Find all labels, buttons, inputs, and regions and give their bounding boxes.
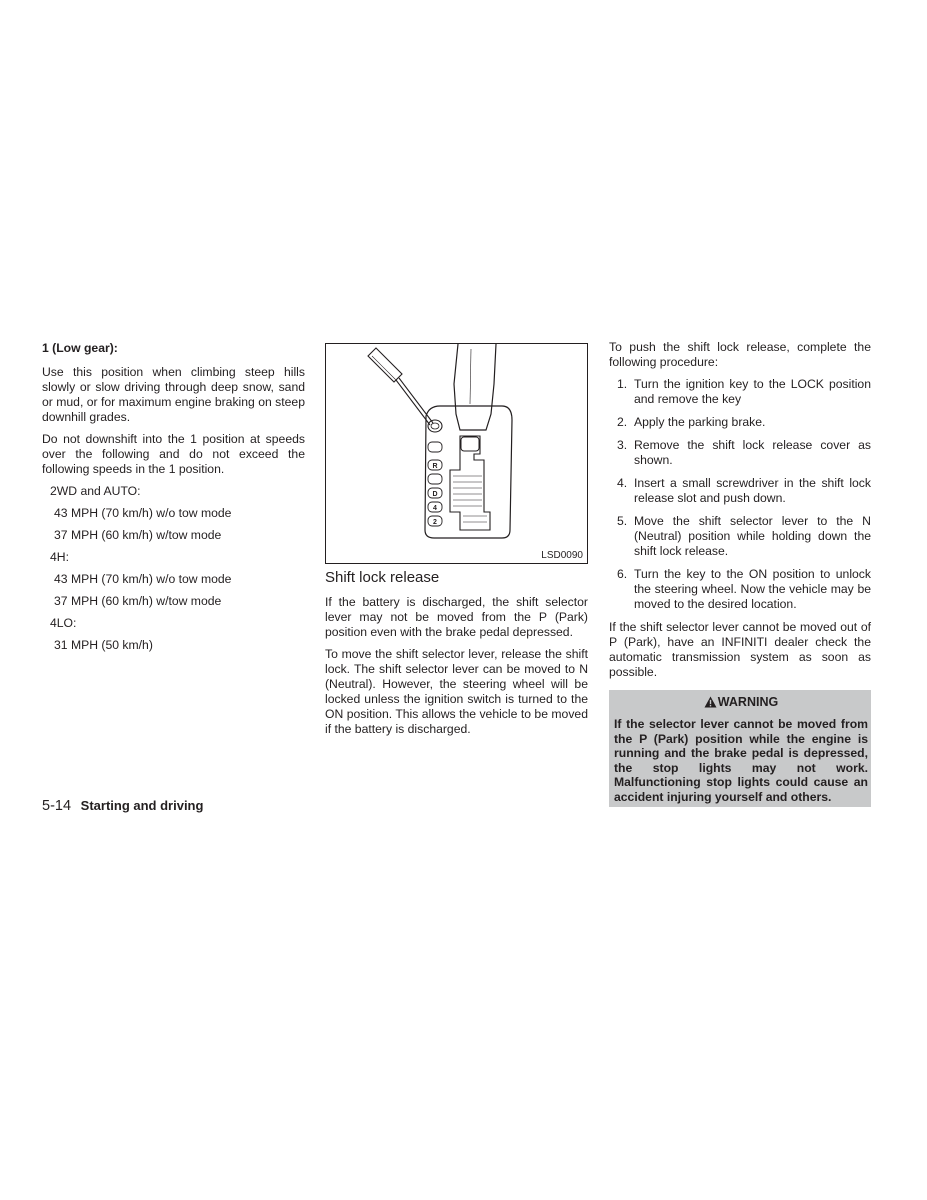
list-item: 5. Move the shift selector lever to the N (Neutral) position while holding down the shift lock release.: [617, 514, 871, 558]
speed-limit-line: 43 MPH (70 km/h) w/o tow mode: [54, 506, 232, 520]
screwdriver-handle: [368, 348, 402, 382]
gear-label-d: D: [432, 491, 438, 498]
gear-label-r: R: [432, 463, 438, 470]
gear-position-indicators: [428, 442, 442, 526]
left-column: [42, 340, 305, 660]
warning-title: WARNING: [717, 695, 779, 709]
speed-limit-line: 43 MPH (70 km/h) w/o tow mode: [54, 572, 232, 586]
list-item: 1. Turn the ignition key to the LOCK position and remove the key: [617, 377, 871, 406]
gear-label-2: 2: [433, 519, 437, 526]
page-number: 5-14: [42, 798, 72, 814]
middle-column: [325, 340, 588, 744]
procedure-steps: [609, 377, 871, 612]
low-gear-heading: 1 (Low gear):: [42, 341, 118, 355]
warning-triangle-icon: [704, 696, 717, 708]
shift-lock-paragraph-1: If the battery is discharged, the shift selector lever may not be moved from the P (Park) position even with the brake pedal depressed.: [325, 595, 588, 639]
speed-limit-line: 31 MPH (50 km/h): [54, 638, 153, 652]
warning-header: [614, 694, 868, 710]
shift-lock-paragraph-2: To move the shift selector lever, release the shift lock. The shift selector lever can be moved to N (Neutral). However, the steering wheel will be locked unless the ignition switch is turned to the ON position. This allows the vehicle to be moved if the battery is discharged.: [325, 647, 588, 736]
list-item: 6. Turn the key to the ON position to unlock the steering wheel. Now the vehicle may be moved to the desired location.: [617, 567, 871, 611]
low-gear-paragraph-1: Use this position when climbing steep hills slowly or slow driving through deep snow, sand or mud, or for maximum engine braking on steep downhill grades.: [42, 365, 305, 424]
lever-base: [461, 437, 479, 451]
warning-box: [609, 690, 871, 807]
speed-limit-line: 37 MPH (60 km/h) w/tow mode: [54, 594, 222, 608]
mode-label-2wd-auto: 2WD and AUTO:: [50, 484, 141, 498]
section-title: Shift lock release: [325, 569, 440, 586]
mode-label-4h: 4H:: [50, 550, 69, 564]
low-gear-paragraph-2: Do not downshift into the 1 position at speeds over the following and do not exceed the following speeds in the 1 position.: [42, 432, 305, 476]
shift-lever-highlight: [470, 349, 471, 404]
procedure-intro: To push the shift lock release, complete the following procedure:: [609, 340, 871, 369]
shift-lock-release-slot: [428, 420, 442, 432]
list-item: 4. Insert a small screwdriver in the shift lock release slot and push down.: [617, 476, 871, 505]
page-footer: [42, 797, 203, 815]
dealer-check-paragraph: If the shift selector lever cannot be moved out of P (Park), have an INFINITI dealer check the automatic transmission system as soon as possible.: [609, 620, 871, 679]
list-item: 3. Remove the shift lock release cover as shown.: [617, 438, 871, 467]
mode-label-4lo: 4LO:: [50, 616, 77, 630]
chapter-title: Starting and driving: [80, 798, 204, 813]
gear-label-4: 4: [433, 505, 437, 512]
right-column: [609, 340, 871, 807]
figure-code: LSD0090: [541, 550, 583, 561]
list-item: 2. Apply the parking brake.: [617, 415, 766, 429]
shift-lock-illustration: [325, 343, 588, 564]
shift-lever-shaft: [454, 344, 496, 430]
speed-limit-line: 37 MPH (60 km/h) w/tow mode: [54, 528, 222, 542]
shift-selector-drawing: [326, 344, 587, 563]
screwdriver-shaft: [399, 378, 433, 423]
warning-text: If the selector lever cannot be moved from the P (Park) position while the engine is running and the brake pedal is depressed, the stop lights may not work. Malfunctioning stop lights could cause an accident injuring yourself and others.: [614, 717, 868, 804]
